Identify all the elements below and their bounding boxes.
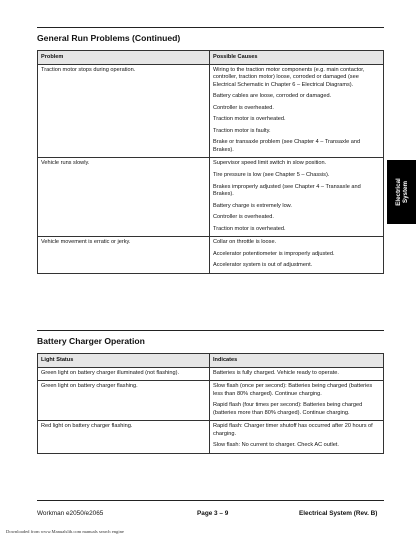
cause-item: Accelerator potentiometer is improperly adjusted.	[213, 250, 335, 257]
table-header-row	[38, 51, 384, 65]
problem-cell: Traction motor stops during operation.	[38, 64, 210, 158]
cause-item: Traction motor is overheated.	[213, 116, 286, 123]
cause-item: Accelerator system is out of adjustment.	[213, 262, 313, 269]
indication-item: Slow flash: No current to charger. Check AC outlet.	[213, 442, 339, 449]
causes-cell	[210, 64, 384, 158]
problem-cell: Vehicle runs slowly.	[38, 158, 210, 237]
status-cell: Green light on battery charger flashing.	[38, 381, 210, 421]
section-title-general-run-problems: General Run Problems (Continued)	[37, 33, 181, 43]
table-row	[38, 64, 384, 158]
indication-item: Rapid flash (four times per second): Batteries being charged (batteries more than 80% charged). Continue charging.	[213, 402, 363, 416]
general-run-problems-table	[37, 50, 384, 274]
cause-item: Supervisor speed limit switch in slow position.	[213, 160, 327, 167]
footer-section: Electrical System (Rev. B)	[299, 510, 378, 517]
footer-page-number: Page 3 – 9	[197, 510, 229, 517]
causes-cell	[210, 237, 384, 274]
cause-item: Controller is overheated.	[213, 214, 274, 221]
side-tab-line2: System	[401, 181, 409, 204]
footer-model: Workman e2050/e2065	[37, 510, 104, 517]
indication-item: Slow flash (once per second): Batteries being charged (batteries less than 80% charged). Continue charging.	[213, 383, 373, 397]
table-row	[38, 381, 384, 421]
cause-item: Traction motor is overheated.	[213, 225, 286, 232]
cause-item: Tire pressure is low (see Chapter 5 – Chassis).	[213, 172, 330, 179]
cause-item: Brake or transaxle problem (see Chapter 4 – Transaxle and Brakes).	[213, 139, 361, 153]
indicates-cell	[210, 381, 384, 421]
table-row	[38, 158, 384, 237]
header-indicates: Indicates	[210, 354, 384, 368]
cause-item: Battery cables are loose, corroded or damaged.	[213, 93, 332, 100]
side-tab-line1: Electrical	[394, 178, 402, 206]
battery-charger-table	[37, 353, 384, 454]
table-row	[38, 367, 384, 381]
cause-item: Collar on throttle is loose.	[213, 239, 277, 246]
download-note: Downloaded from www.Manualslib.com manuals search engine	[6, 529, 124, 534]
table-row	[38, 421, 384, 454]
header-problem: Problem	[38, 51, 210, 65]
problem-cell: Vehicle movement is erratic or jerky.	[38, 237, 210, 274]
top-rule	[37, 27, 384, 28]
cause-item: Wiring to the traction motor components (e.g. main contactor, controller, traction motor) loose, corroded or damaged (see Electrical Schematic in Chapter 6 – Electrical Diagrams).	[213, 66, 365, 88]
status-cell: Red light on battery charger flashing.	[38, 421, 210, 454]
indication-item: Batteries is fully charged. Vehicle ready to operate.	[213, 369, 339, 376]
cause-item: Brakes improperly adjusted (see Chapter 4 – Transaxle and Brakes).	[213, 183, 361, 198]
header-possible-causes: Possible Causes	[210, 51, 384, 65]
indicates-cell	[210, 421, 384, 454]
table-header-row	[38, 354, 384, 368]
cause-item: Controller is overheated.	[213, 104, 274, 111]
section-title-battery-charger: Battery Charger Operation	[37, 336, 145, 346]
side-tab-label	[394, 178, 408, 206]
chapter-side-tab	[387, 160, 416, 224]
cause-item: Battery charge is extremely low.	[213, 202, 292, 209]
footer-rule	[37, 500, 384, 501]
cause-item: Traction motor is faulty.	[213, 127, 271, 134]
causes-cell	[210, 158, 384, 237]
header-light-status: Light Status	[38, 354, 210, 368]
section-rule	[37, 330, 384, 331]
indicates-cell	[210, 367, 384, 381]
indication-item: Rapid flash: Charger timer shutoff has occurred after 20 hours of charging.	[213, 423, 373, 437]
status-cell: Green light on battery charger illuminated (not flashing).	[38, 367, 210, 381]
table-row	[38, 237, 384, 274]
